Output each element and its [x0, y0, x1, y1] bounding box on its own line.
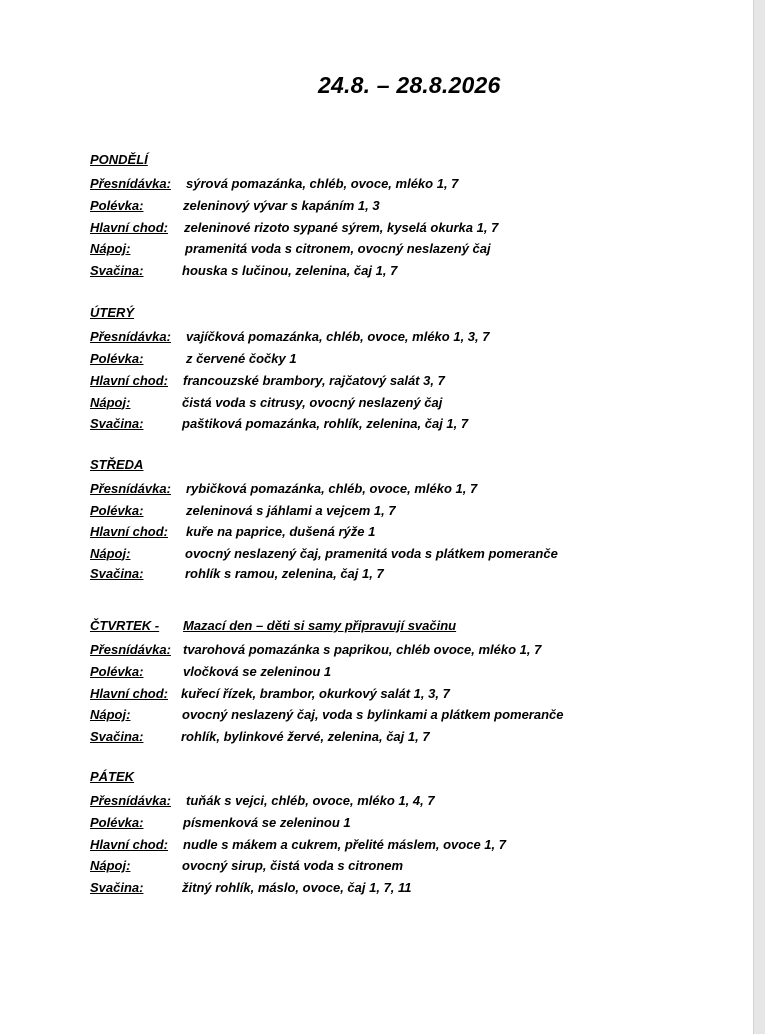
meal-label: Hlavní chod:: [90, 524, 169, 539]
meal-label: Přesnídávka:: [90, 176, 171, 191]
meal-text: zeleninové rizoto sypané sýrem, kyselá okurka 1, 7: [184, 219, 499, 235]
meal-text: francouzské brambory, rajčatový salát 3, 7: [183, 373, 445, 388]
meal-text: nudle s mákem a cukrem, přelité máslem, ovoce 1, 7: [183, 836, 506, 852]
meal-text: vločková se zeleninou 1: [183, 663, 332, 679]
meal-text: rybičková pomazánka, chléb, ovoce, mléko 1, 7: [186, 481, 478, 496]
meal-label: Polévka:: [90, 663, 144, 679]
meal-label: Polévka:: [90, 198, 144, 213]
menu-row: [90, 503, 730, 521]
meal-label: Přesnídávka:: [90, 793, 171, 808]
meal-text: vajíčková pomazánka, chléb, ovoce, mléko 1, 3, 7: [186, 329, 490, 344]
meal-label: Přesnídávka:: [90, 642, 171, 657]
meal-label: Svačina:: [90, 565, 144, 581]
meal-text: čistá voda s citrusy, ovocný neslazený čaj: [182, 394, 443, 410]
meal-label: Nápoj:: [90, 707, 131, 722]
menu-row: [90, 220, 730, 238]
meal-text: houska s lučinou, zelenina, čaj 1, 7: [182, 262, 398, 278]
menu-row: [90, 837, 730, 855]
menu-row: [90, 858, 730, 876]
meal-text: tvarohová pomazánka s paprikou, chléb ovoce, mléko 1, 7: [183, 642, 542, 657]
meal-text: ovocný neslazený čaj, voda s bylinkami a plátkem pomeranče: [182, 707, 564, 722]
menu-row: [90, 176, 730, 194]
menu-row: [90, 351, 730, 369]
meal-label: Nápoj:: [90, 545, 131, 561]
meal-text: paštiková pomazánka, rohlík, zelenina, čaj 1, 7: [182, 416, 469, 431]
day-heading: ČTVRTEK -: [90, 618, 160, 633]
meal-label: Svačina:: [90, 879, 144, 895]
meal-text: pramenitá voda s citronem, ovocný neslazený čaj: [185, 241, 491, 256]
menu-row: [90, 815, 730, 833]
meal-text: ovocný neslazený čaj, pramenitá voda s plátkem pomeranče: [185, 545, 558, 561]
meal-label: Polévka:: [90, 815, 144, 830]
meal-text: tuňák s vejci, chléb, ovoce, mléko 1, 4, 7: [186, 793, 435, 808]
meal-label: Hlavní chod:: [90, 373, 169, 388]
meal-text: zeleninová s jáhlami a vejcem 1, 7: [186, 502, 396, 518]
menu-row: [90, 416, 730, 434]
meal-text: rohlík, bylinkové žervé, zelenina, čaj 1, 7: [181, 729, 430, 744]
meal-label: Přesnídávka:: [90, 481, 171, 496]
meal-label: Přesnídávka:: [90, 329, 171, 344]
page-edge: [753, 0, 765, 1034]
menu-row: [90, 241, 730, 259]
meal-text: kuřecí řízek, brambor, okurkový salát 1, 3, 7: [181, 685, 450, 701]
menu-row: [90, 198, 730, 216]
meal-text: ovocný sirup, čistá voda s citronem: [182, 858, 404, 873]
meal-label: Svačina:: [90, 729, 144, 744]
menu-row: [90, 481, 730, 499]
day-note: Mazací den – děti si samy připravují svačinu: [183, 618, 457, 633]
day-heading: ÚTERÝ: [90, 305, 135, 320]
meal-text: žitný rohlík, máslo, ovoce, čaj 1, 7, 11: [182, 879, 412, 895]
menu-row: [90, 642, 730, 660]
meal-label: Hlavní chod:: [90, 219, 169, 235]
meal-text: sýrová pomazánka, chléb, ovoce, mléko 1, 7: [186, 176, 459, 191]
meal-label: Nápoj:: [90, 858, 131, 873]
menu-row: [90, 707, 730, 725]
menu-row: [90, 793, 730, 811]
menu-row: [90, 263, 730, 281]
menu-row: [90, 566, 730, 584]
day-heading: STŘEDA: [90, 457, 144, 472]
menu-row: [90, 373, 730, 391]
menu-row: [90, 395, 730, 413]
menu-row: [90, 546, 730, 564]
menu-row: [90, 880, 730, 898]
meal-text: kuře na paprice, dušená rýže 1: [186, 524, 376, 539]
meal-label: Hlavní chod:: [90, 685, 169, 701]
day-heading: PONDĚLÍ: [90, 152, 148, 167]
menu-row: [90, 524, 730, 542]
menu-row: [90, 686, 730, 704]
meal-text: zeleninový vývar s kapáním 1, 3: [183, 198, 380, 213]
meal-label: Svačina:: [90, 416, 144, 431]
meal-text: rohlík s ramou, zelenina, čaj 1, 7: [185, 565, 384, 581]
meal-label: Polévka:: [90, 351, 144, 366]
meal-text: z červené čočky 1: [186, 351, 297, 366]
week-title: 24.8. – 28.8.2026: [318, 72, 501, 98]
meal-text: písmenková se zeleninou 1: [183, 815, 351, 830]
menu-row: [90, 664, 730, 682]
meal-label: Hlavní chod:: [90, 836, 169, 852]
meal-label: Svačina:: [90, 262, 144, 278]
day-heading: PÁTEK: [90, 769, 135, 784]
meal-label: Nápoj:: [90, 241, 131, 256]
menu-row: [90, 729, 730, 747]
menu-row: [90, 329, 730, 347]
meal-label: Polévka:: [90, 502, 144, 518]
meal-label: Nápoj:: [90, 394, 131, 410]
